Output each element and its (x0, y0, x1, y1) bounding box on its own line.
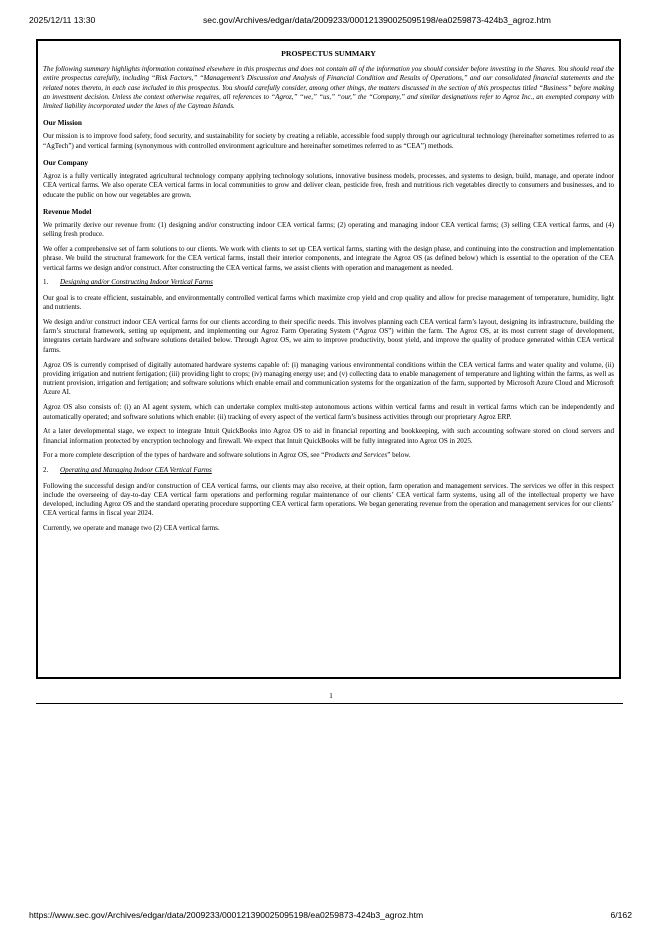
revenue-paragraph-1: We primarily derive our revenue from: (1) designing and/or constructing indoor CEA vertical farms; (2) operating and managing indoor CEA vertical farms; (3) selling CEA vertical farms, and (4) selling fresh produce. (43, 220, 614, 239)
item-1-paragraph-6 (43, 451, 614, 460)
item-1-title: Designing and/or Constructing Indoor Vertical Farms (60, 278, 213, 287)
item-2-number: 2. (43, 466, 49, 475)
item-2-heading (43, 466, 614, 475)
page-divider (36, 703, 623, 704)
revenue-paragraph-2: We offer a comprehensive set of farm solutions to our clients. We work with clients to set up CEA vertical farms, starting with the design phase, and continuing into the construction and implementation phrase. We build the structural framework for the CEA vertical farms, install their interior components, and integrate the Agroz OS (as defined below) which is essential to the operation of the CEA vertical farms we design and/or construct. After constructing the CEA vertical farms, we assist clients with operation and management as needed. (43, 245, 614, 272)
print-header-url: sec.gov/Archives/edgar/data/2009233/000121390025095198/ea0259873-424b3_agroz.htm (203, 15, 551, 25)
item-1-paragraph-4: Agroz OS also consists of: (i) an AI agent system, which can undertake complex multi-step autonomous actions within vertical farms and result in vertical farms which can be independently and automatically operated; and software solutions which enable: (ii) tracking of every aspect of the vertical farm’s business activities through our proprietary Agroz ERP. (43, 403, 614, 421)
item-2-paragraph-2: Currently, we operate and manage two (2) CEA vertical farms. (43, 524, 220, 533)
print-page-indicator: 6/162 (610, 910, 632, 920)
item-1-paragraph-5: At a later developmental stage, we expect to integrate Intuit QuickBooks into Agroz OS to aid in financial reporting and bookkeeping, with such accounting software stored on cloud servers and financial information protected by encryption technology and firewall. We expect that Intuit QuickBooks will be fully integrated into Agroz OS in 2025. (43, 427, 614, 445)
page-number: 1 (329, 691, 333, 700)
print-footer-url: https://www.sec.gov/Archives/edgar/data/2009233/000121390025095198/ea0259873-424b3_agroz.htm (29, 910, 424, 920)
item-1-paragraph-2: We design and/or construct indoor CEA vertical farms for our clients according to their specific needs. This involves planning each CEA vertical farm’s layout, designing its infrastructure, building the farm’s structural framework, setting up equipment, and implementing our Agroz Farm Operating System (“Agroz OS”) within the farm. The Agroz OS, at its most current stage of development, integrates certain hardware and software solutions detailed below. Through Agroz OS, we aim to improve productivity, boost yield, and improve the quality of produce generated within CEA vertical farms. (43, 317, 614, 354)
prospectus-summary-box (36, 39, 621, 679)
company-paragraph: Agroz is a fully vertically integrated agricultural technology company applying technology solutions, innovative business models, processes, and systems to design, build, manage, and operate indoor CEA vertical farms. We also operate CEA vertical farms in local communities to grow and deliver clean, pesticide free, fresh and nutritious rich vegetables directly to consumers and businesses, and to educate the public on how our vegetables are grown. (43, 172, 614, 199)
print-datetime: 2025/12/11 13:30 (29, 15, 96, 25)
item-1-paragraph-1: Our goal is to create efficient, sustainable, and environmentally controlled vertical farms which maximize crop yield and crop quality and allow for precise management of temperature, humidity, light and nutrients. (43, 293, 614, 312)
item-1-number: 1. (43, 278, 49, 287)
mission-paragraph: Our mission is to improve food safety, food security, and sustainability for society by creating a reliable, accessible food supply through our agricultural technology (hereinafter sometimes referred to as “AgTech”) and vertical farming (synonymous with controlled environment agriculture and hereinafter sometimes referred to as “CEA”) methods. (43, 132, 614, 150)
revenue-heading: Revenue Model (43, 206, 92, 216)
mission-heading: Our Mission (43, 118, 82, 128)
print-footer (0, 910, 662, 922)
print-header (0, 15, 662, 27)
item-1-paragraph-3: Agroz OS is currently comprised of digitally automated hardware systems capable of: (i) managing various environmental conditions within the CEA vertical farms and water quality and volume, (ii) providing irrigation and nutrient fertigation; (iii) providing light to crops; (iv) managing energy use; and (v) collecting data to enable management of temperature and lighting within the farms, as well as nutrient provision, irrigation and fertigation; and software solutions which enable email and communication systems for the organization of the farm, supported by Microsoft Azure Cloud and Microsoft Azure AI. (43, 360, 614, 397)
section-title: PROSPECTUS SUMMARY (281, 49, 376, 58)
item-2-title: Operating and Managing Indoor CEA Vertical Farms (60, 466, 212, 475)
item-1-heading (43, 278, 614, 287)
item-2-paragraph-1: Following the successful design and/or construction of CEA vertical farms, our clients may also receive, at their option, farm operation and management services. The services we offer in this respect include the overseeing of day-to-day CEA vertical farm operations and performing regular maintenance of our clients’ CEA vertical farm systems, using all of the intellectual property we have developed, including Agroz OS and the standard operating procedure supporting CEA vertical farm operations. We began generating revenue from the operation and management services for our clients’ CEA vertical farms in fiscal year 2024. (43, 481, 614, 518)
company-heading: Our Company (43, 158, 89, 168)
products-and-services-reference: Products and Services (324, 451, 388, 460)
intro-paragraph: The following summary highlights information contained elsewhere in this prospectus and does not contain all of the information you should consider before investing in the Shares. You should read the entire prospectus carefully, including “Risk Factors,” “Management’s Discussion and Analysis of Financial Condition and Results of Operations,” and our consolidated financial statements and the related notes thereto, in each case included in this prospectus. You should carefully consider, among other things, the matters discussed in the section of this prospectus titled “Business” before making an investment decision. Unless the context otherwise requires, all references to “Agroz,” “we,” “us,” “our,” the “Company,” and similar designations refer to Agroz Inc., an exempted company with limited liability incorporated under the laws of the Cayman Islands. (43, 65, 614, 111)
item-1-p6-text-after: ” below. (387, 451, 411, 460)
item-1-p6-text-before: For a more complete description of the types of hardware and software solutions in Agroz OS, see “ (43, 451, 325, 460)
